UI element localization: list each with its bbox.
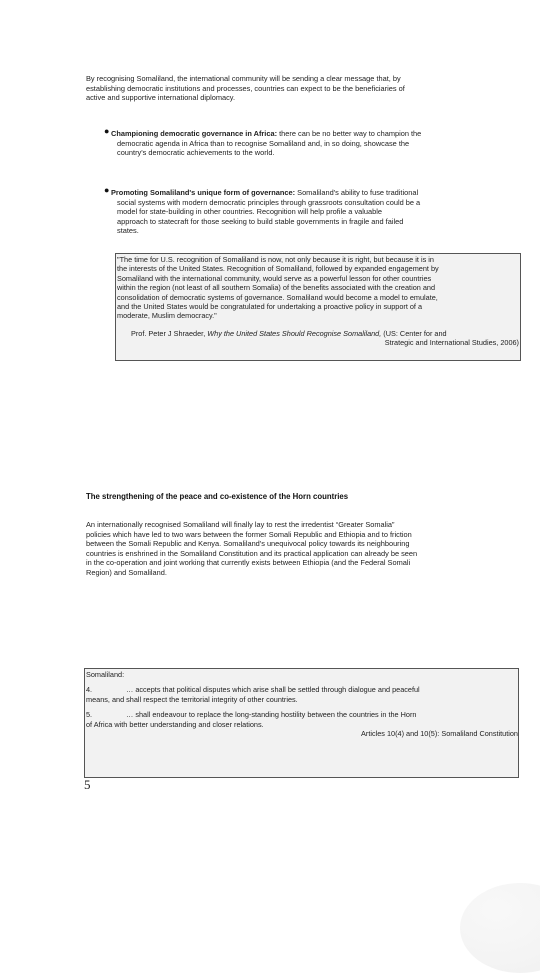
section-heading: The strengthening of the peace and co-existence of the Horn countries	[86, 492, 349, 501]
quote-line: consolidation of democratic systems of governance. Somaliland would become a model to emulate,	[117, 292, 438, 302]
quote-citation	[117, 329, 519, 348]
section-line: policies which have led to two wars between the former Somali Republic and Ethiopia and to friction	[86, 529, 412, 539]
constitution-label: Somaliland:	[86, 670, 125, 679]
page-number: 5	[84, 777, 91, 792]
bullet-dot-icon: ●	[104, 185, 110, 195]
bullet-line: country's democratic achievements to the world.	[117, 148, 275, 158]
bullet-heading: Promoting Somaliland's unique form of governance:	[111, 188, 296, 197]
intro-line: active and supportive international diplomacy.	[86, 93, 235, 103]
bullet-line: there can be no better way to champion the	[279, 129, 422, 138]
constitution-text	[86, 670, 518, 738]
bullet-line: states.	[117, 226, 139, 236]
bullet-line: model for state-building in other countries. Recognition will help profile a valuable	[117, 207, 382, 217]
citation-publisher-line: Strategic and International Studies, 2006)	[384, 338, 519, 348]
bullet-line: Somaliland's ability to fuse traditional	[297, 188, 419, 197]
quote-text	[117, 255, 521, 321]
quote-line: the interests of the United States. Recognition of Somaliland, followed by expanded engagement by	[117, 264, 439, 274]
quote-line: within the region (not least of all southern Somalia) of the benefits associated with the creation and	[117, 283, 436, 293]
section-line: between the Somali Republic and Kenya. Somaliland's unequivocal policy towards its neighbouring	[86, 539, 410, 549]
quote-line: moderate, Muslim democracy."	[117, 311, 217, 321]
section-line: Region) and Somaliland.	[86, 567, 167, 577]
article-text: of Africa with better understanding and closer relations.	[86, 719, 264, 729]
intro-line: By recognising Somaliland, the international community will be sending a clear message that, by	[86, 74, 401, 83]
intro-line: establishing democratic institutions and processes, countries can expect to be the beneficiaries of	[86, 83, 405, 93]
bullet-heading: Championing democratic governance in Africa:	[111, 129, 278, 138]
bullet-line: democratic agenda in Africa than to recognise Somaliland and, in so doing, showcase the	[117, 138, 410, 148]
article-text: … accepts that political disputes which arise shall be settled through dialogue and peaceful	[126, 685, 420, 695]
article-number: 5.	[86, 710, 93, 720]
bullet-line: approach to statecraft for those seeking to build stable governments in fragile and failed	[117, 216, 404, 226]
quote-line: Somaliland with the international community, would serve as a powerful lesson for other countries	[117, 273, 432, 283]
quote-line: and the United States would be congratulated for undertaking a proactive policy in support of a	[117, 302, 423, 312]
article-number: 4.	[86, 685, 93, 695]
citation-publisher: (US: Center for and	[381, 329, 447, 338]
section-line: in the co-operation and joint working that currently exists between Ethiopia (and the Federal Somali	[86, 558, 411, 568]
bullet-line: social systems with modern democratic principles through grassroots consultation could be a	[117, 197, 421, 207]
constitution-attribution: Articles 10(4) and 10(5): Somaliland Constitution	[361, 729, 518, 739]
intro-paragraph	[86, 74, 486, 103]
article-text: … shall endeavour to replace the long-standing hostility between the countries in the Horn	[126, 710, 417, 720]
bullet-item-democratic-governance	[111, 129, 497, 158]
article-text: means, and shall respect the territorial integrity of other countries.	[86, 694, 298, 704]
page-curl-shadow	[460, 883, 540, 973]
quote-line: "The time for U.S. recognition of Somaliland is now, not only because it is right, but because it is in	[117, 255, 434, 264]
citation-title: Why the United States Should Recognise Somaliland,	[207, 329, 382, 338]
bullet-dot-icon: ●	[104, 126, 110, 136]
section-paragraph	[86, 520, 486, 578]
section-line: An internationally recognised Somaliland will finally lay to rest the irredentist “Greater Somalia”	[86, 520, 395, 529]
section-line: countries is enshrined in the Somaliland Constitution and its practical application can already be seen	[86, 548, 418, 558]
bullet-item-unique-governance	[111, 188, 497, 236]
citation-author: Prof. Peter J Shraeder,	[131, 329, 208, 338]
